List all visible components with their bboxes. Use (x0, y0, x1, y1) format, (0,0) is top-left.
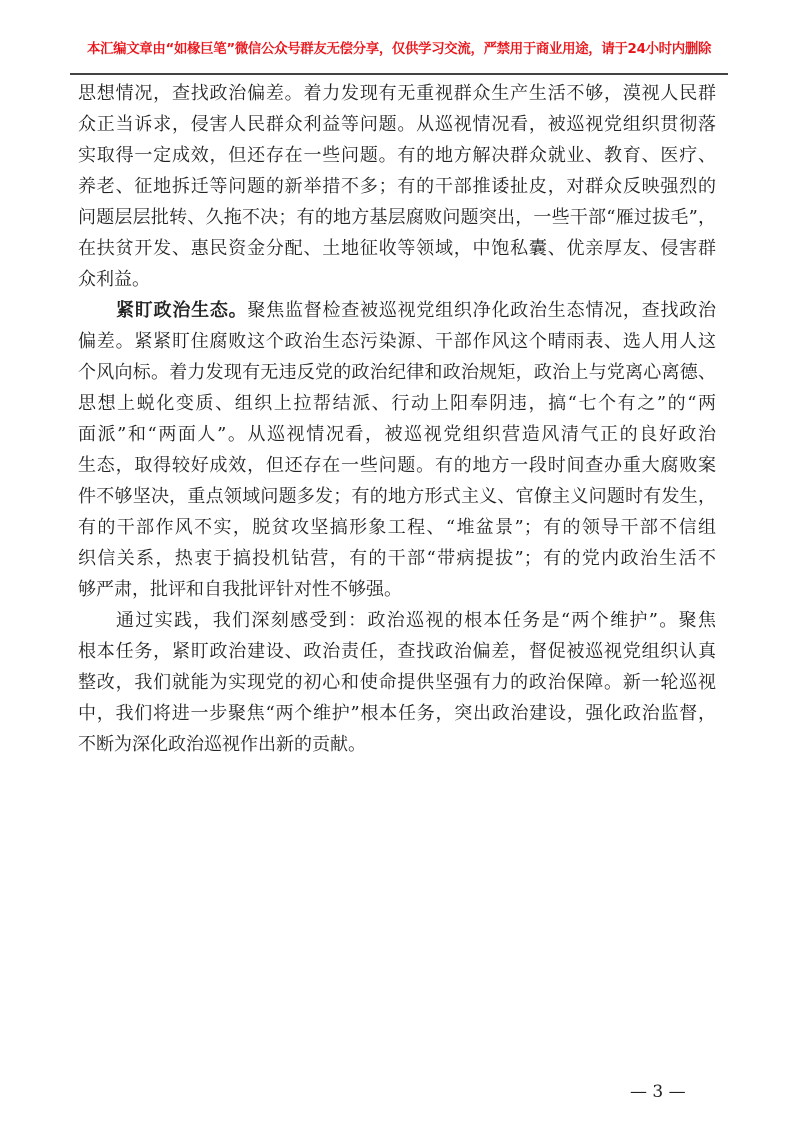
document-body (78, 78, 716, 760)
paragraph-1 (78, 78, 716, 295)
text-line: 件不够坚决，重点领域问题多发；有的地方形式主义、官僚主义问题时有发生， (78, 486, 716, 507)
text-line: 中，我们将进一步聚焦“两个维护”根本任务，突出政治建设，强化政治监督， (78, 703, 716, 724)
text-line: 不断为深化政治巡视作出新的贡献。 (78, 734, 366, 755)
text-line (78, 295, 716, 326)
text-line: 思想情况，查找政治偏差。着力发现有无重视群众生产生活不够，漠视人民群 (78, 83, 716, 104)
paragraph-heading: 紧盯政治生态。 (116, 300, 248, 321)
watermark-banner: 本汇编文章由“如椽巨笔”微信公众号群友无偿分享，仅供学习交流，严禁用于商业用途，请于24小时内删除 (86, 42, 712, 57)
text-span: 聚焦监督检查被巡视党组织净化政治生态情况，查找政治 (247, 300, 716, 321)
text-line: 有的干部作风不实，脱贫攻坚搞形象工程、“堆盆景”；有的领导干部不信组 (78, 517, 716, 538)
page-number: — 3 — (630, 1082, 686, 1102)
text-line: 思想上蜕化变质、组织上拉帮结派、行动上阳奉阴违，搞“七个有之”的“两 (78, 393, 716, 414)
text-line: 面派”和“两面人”。从巡视情况看，被巡视党组织营造风清气正的良好政治 (78, 424, 716, 445)
text-line: 够严肃，批评和自我批评针对性不够强。 (78, 579, 402, 600)
text-line: 问题层层批转、久拖不决；有的地方基层腐败问题突出，一些干部“雁过拔毛”， (78, 207, 716, 228)
text-line: 个风向标。着力发现有无违反党的政治纪律和政治规矩，政治上与党离心离德、 (78, 362, 716, 383)
paragraph-3 (78, 605, 716, 760)
text-line: 织信关系，热衷于搞投机钻营，有的干部“带病提拔”；有的党内政治生活不 (78, 548, 716, 569)
text-line: 通过实践，我们深刻感受到：政治巡视的根本任务是“两个维护”。聚焦 (116, 610, 716, 631)
paragraph-2 (78, 295, 716, 605)
text-line: 养老、征地拆迁等问题的新举措不多；有的干部推诿扯皮，对群众反映强烈的 (78, 176, 716, 197)
text-line: 整改，我们就能为实现党的初心和使命提供坚强有力的政治保障。新一轮巡视 (78, 672, 716, 693)
text-line: 在扶贫开发、惠民资金分配、土地征收等领域，中饱私囊、优亲厚友、侵害群 (78, 238, 716, 259)
text-line: 实取得一定成效，但还存在一些问题。有的地方解决群众就业、教育、医疗、 (78, 145, 716, 166)
header-divider (70, 73, 728, 75)
text-line: 众利益。 (78, 269, 150, 290)
text-line: 根本任务，紧盯政治建设、政治责任，查找政治偏差，督促被巡视党组织认真 (78, 641, 716, 662)
text-line: 偏差。紧紧盯住腐败这个政治生态污染源、干部作风这个晴雨表、选人用人这 (78, 331, 716, 352)
text-line: 生态，取得较好成效，但还存在一些问题。有的地方一段时间查办重大腐败案 (78, 455, 716, 476)
text-line: 众正当诉求，侵害人民群众利益等问题。从巡视情况看，被巡视党组织贯彻落 (78, 114, 716, 135)
